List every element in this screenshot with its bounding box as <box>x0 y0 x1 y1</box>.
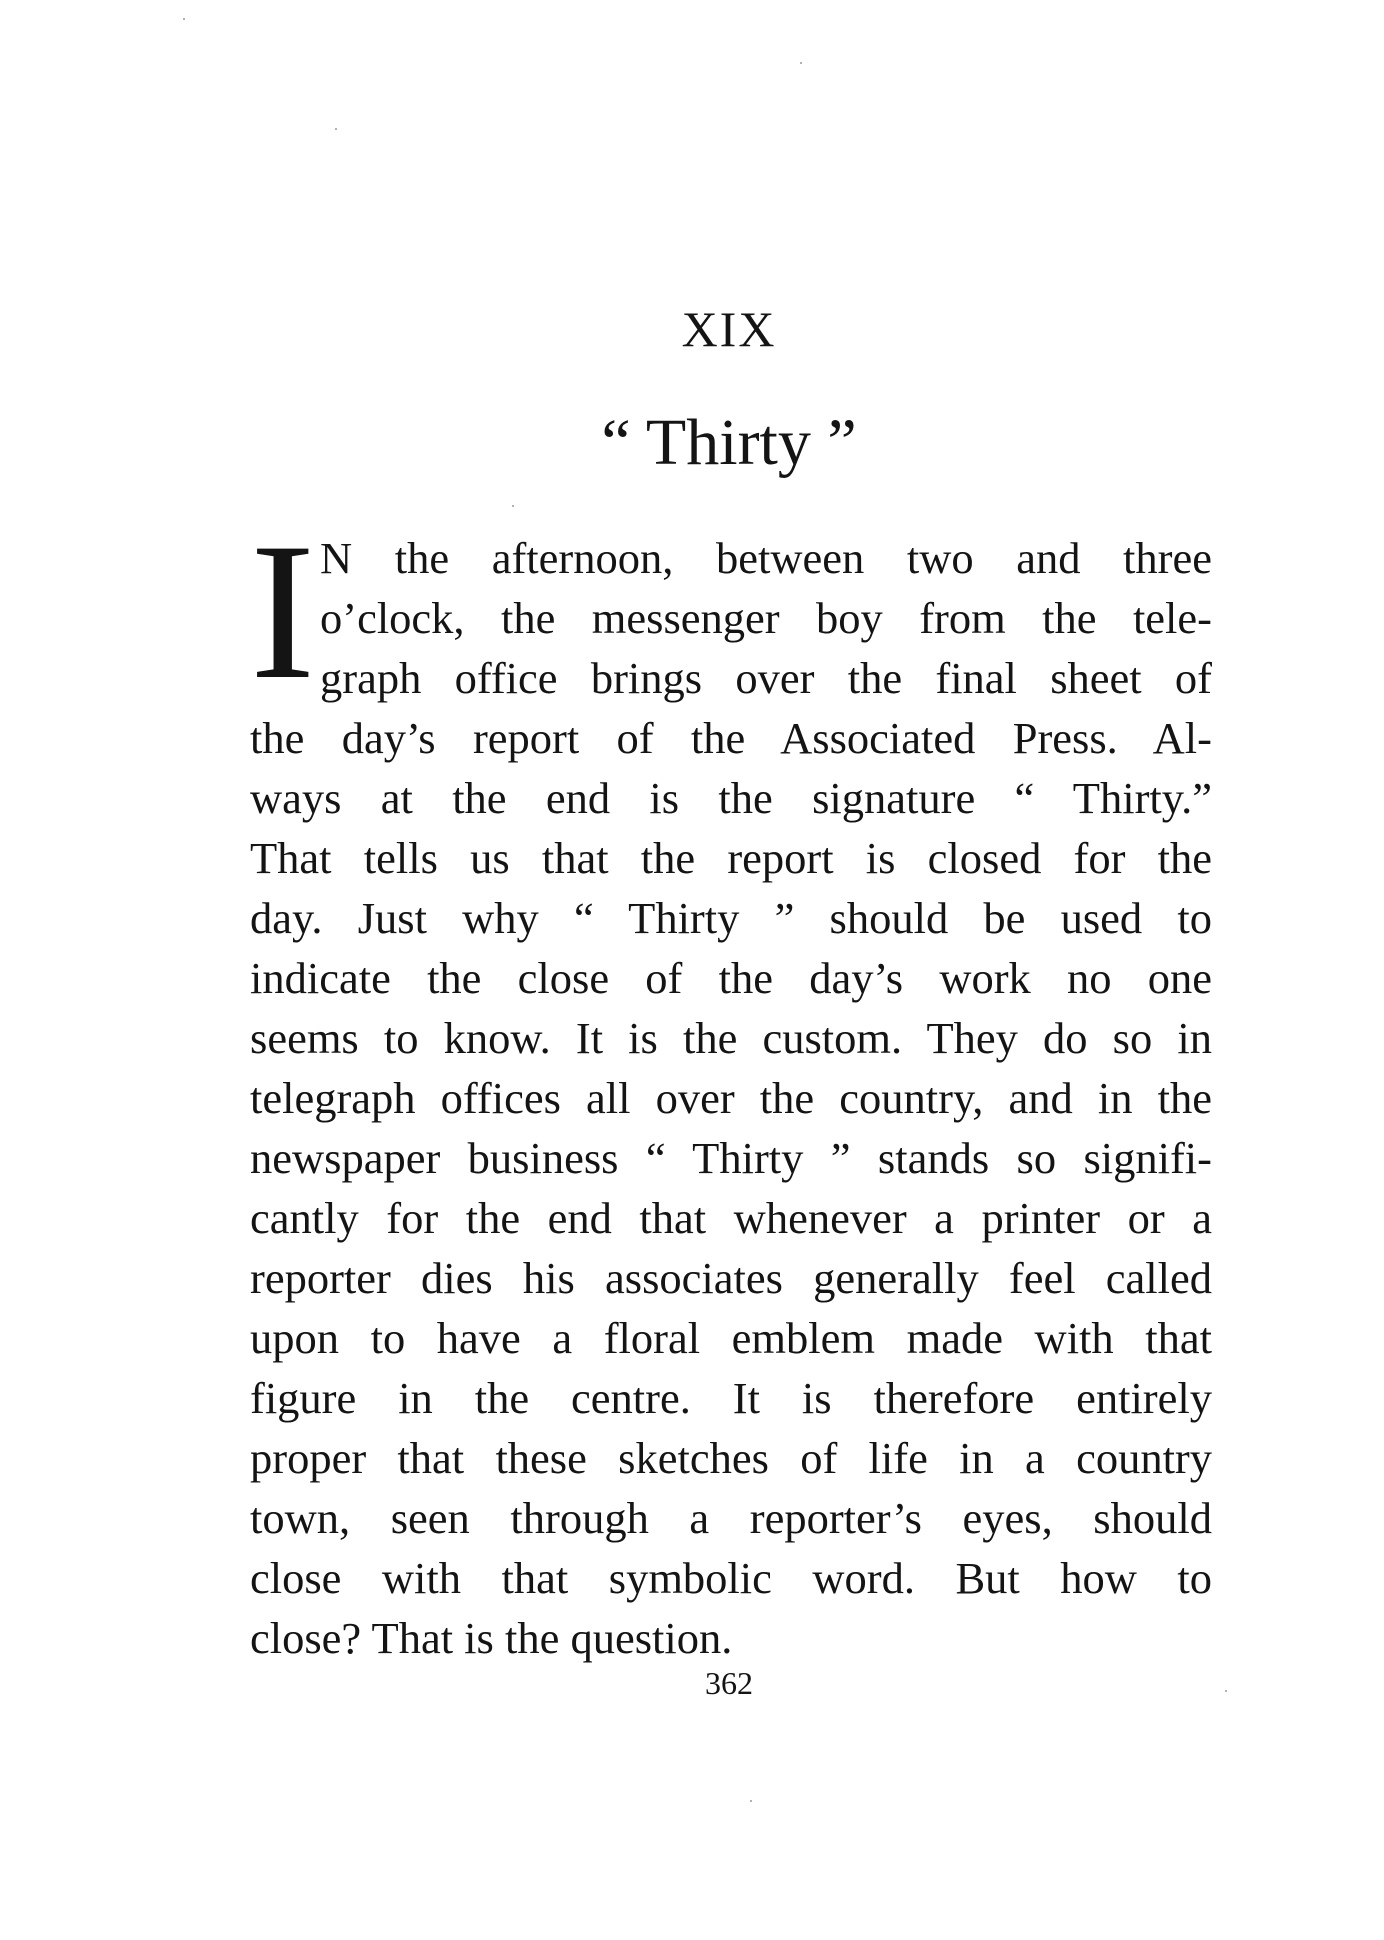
text-line: day. Just why “ Thirty ” should be used to <box>250 893 1212 943</box>
text-line: N the afternoon, between two and three <box>320 533 1212 583</box>
text-line: graph office brings over the final sheet of <box>320 653 1212 703</box>
text-line: newspaper business “ Thirty ” stands so signifi- <box>250 1133 1212 1183</box>
text-line: town, seen through a reporter’s eyes, should <box>250 1493 1212 1543</box>
text-line: telegraph offices all over the country, and in the <box>250 1073 1212 1123</box>
chapter-number: XIX <box>681 301 777 357</box>
chapter-title: “ Thirty ” <box>601 406 857 479</box>
text-line: ways at the end is the signature “ Thirty.” <box>250 773 1212 823</box>
text-line: close with that symbolic word. But how to <box>250 1553 1212 1603</box>
text-line: reporter dies his associates generally feel called <box>250 1253 1212 1303</box>
text-line: upon to have a floral emblem made with that <box>250 1313 1212 1363</box>
text-line: cantly for the end that whenever a printer or a <box>250 1193 1212 1243</box>
text-line: close? That is the question. <box>250 1613 733 1663</box>
text-line: o’clock, the messenger boy from the tele- <box>320 593 1212 643</box>
text-line: indicate the close of the day’s work no one <box>250 953 1212 1003</box>
drop-cap: I <box>250 503 316 720</box>
text-line: seems to know. It is the custom. They do so in <box>250 1013 1212 1063</box>
text-line: proper that these sketches of life in a country <box>250 1433 1212 1483</box>
text-line: figure in the centre. It is therefore entirely <box>250 1373 1212 1423</box>
page-number: 362 <box>705 1665 753 1701</box>
text-line: That tells us that the report is closed for the <box>250 833 1212 883</box>
body-text <box>250 503 1212 1668</box>
text-line: the day’s report of the Associated Press. Al- <box>250 713 1212 763</box>
